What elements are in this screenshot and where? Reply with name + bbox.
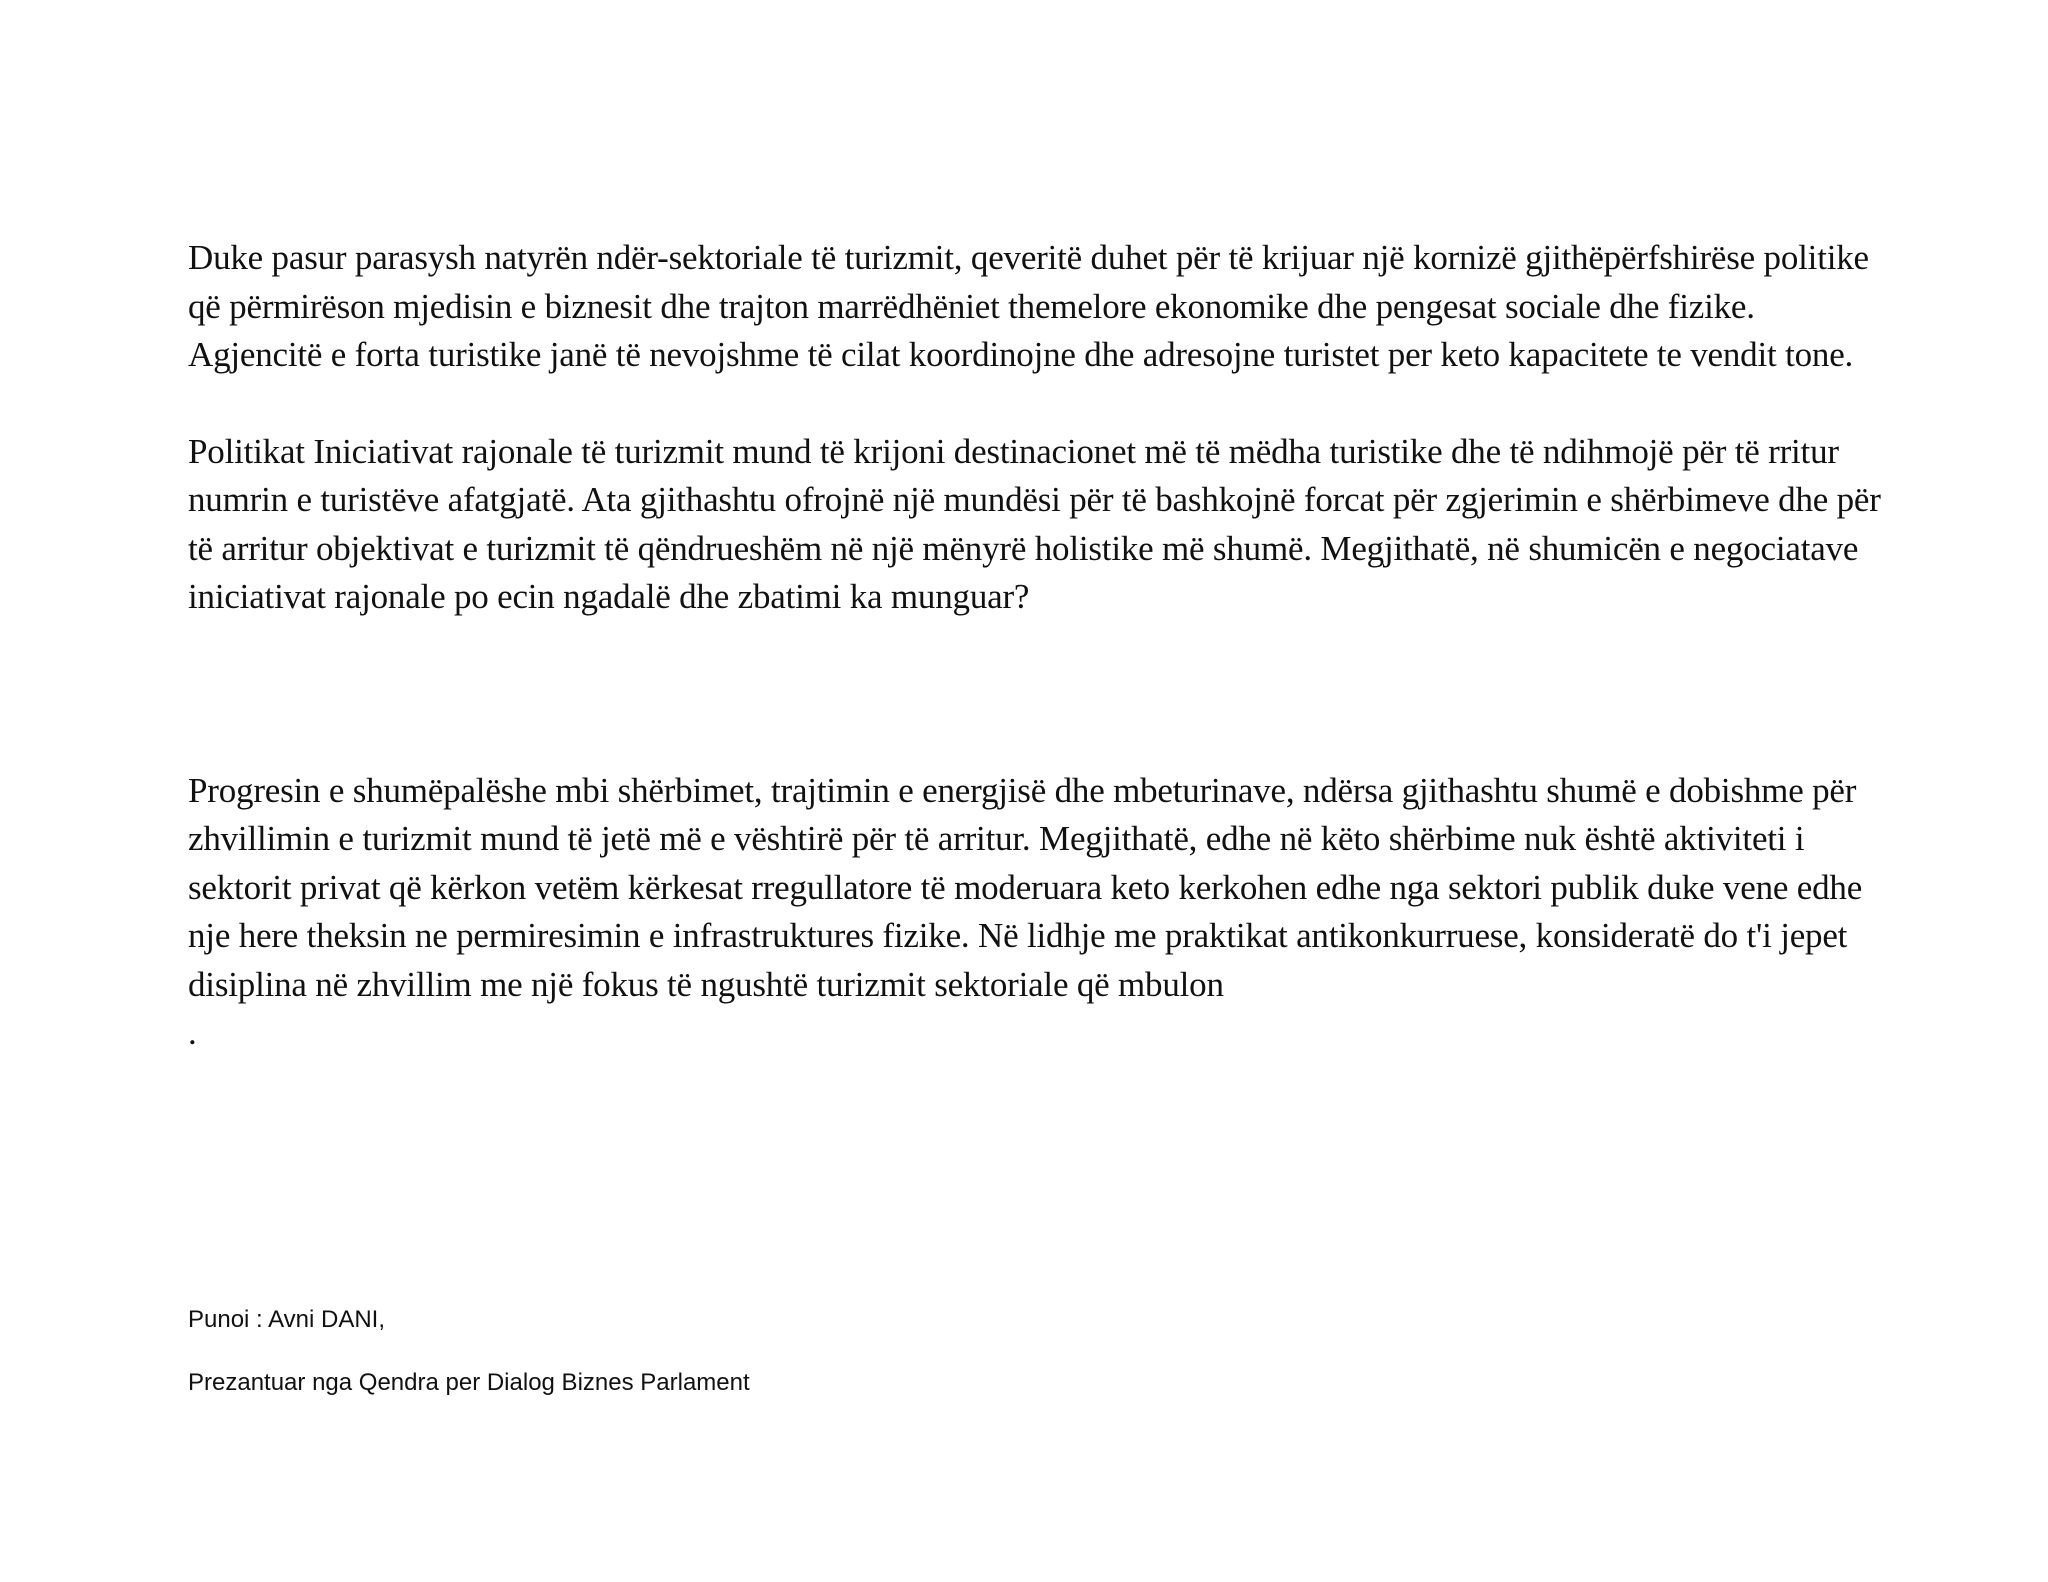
author-credit: Punoi : Avni DANI, xyxy=(188,1306,385,1333)
paragraph-trailing-period: . xyxy=(188,1013,197,1052)
presented-by-credit: Prezantuar nga Qendra per Dialog Biznes Parlament xyxy=(188,1369,750,1396)
paragraph-tourism-framework: Duke pasur parasysh natyrën ndër-sektoriale të turizmit, qeveritë duhet për të krijuar një kornizë gjithëpërfshirëse politike që përmirëson mjedisin e biznesit dhe trajton marrëdhëniet themelore ekonomike dhe pengesat sociale dhe fizike. Agjencitë e forta turistike janë të nevojshme të cilat koordinojne dhe adresojne turistet per keto kapacitete te vendit tone. xyxy=(188,238,1869,374)
document-body xyxy=(188,234,1888,1058)
paragraph-regional-initiatives: Politikat Iniciativat rajonale të turizmit mund të krijoni destinacionet më të mëdha turistike dhe të ndihmojë për të rritur numrin e turistëve afatgjatë. Ata gjithashtu ofrojnë një mundësi për të bashkojnë forcat për zgjerimin e shërbimeve dhe për të arritur objektivat e turizmit të qëndrueshëm në një mënyrë holistike më shumë. Megjithatë, në shumicën e negociatave iniciativat rajonale po ecin ngadalë dhe zbatimi ka munguar? xyxy=(188,431,1881,616)
document-footer xyxy=(188,1304,1388,1399)
paragraph-multilateral-progress: Progresin e shumëpalëshe mbi shërbimet, trajtimin e energjisë dhe mbeturinave, ndërsa gjithashtu shumë e dobishme për zhvillimin e turizmit mund të jetë më e vështirë për të arritur. Megjithatë, edhe në këto shërbime nuk është aktiviteti i sektorit privat që kërkon vetëm kërkesat rregullatore të moderuara keto kerkohen edhe nga sektori publik duke vene edhe nje here theksin ne permiresimin e infrastruktures fizike. Në lidhje me praktikat antikonkurruese, konsideratë do t'i jepet disiplina në zhvillim me një fokus të ngushtë turizmit sektoriale që mbulon xyxy=(188,770,1863,1004)
